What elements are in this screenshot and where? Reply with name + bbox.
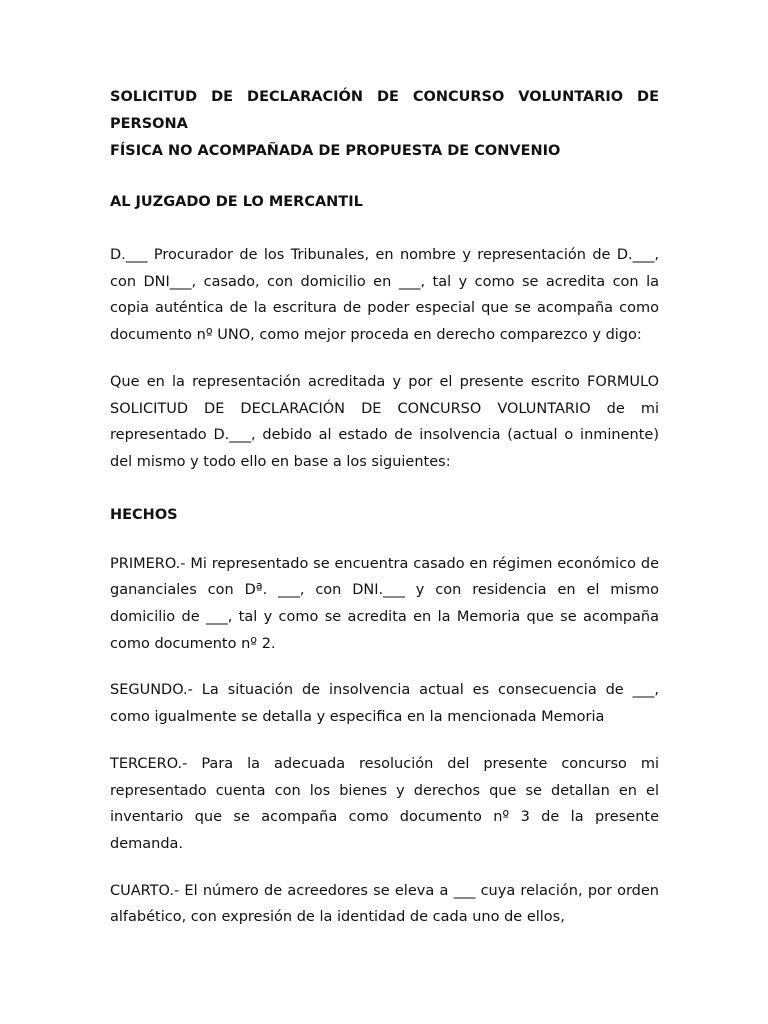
document-title-line-2: FÍSICA NO ACOMPAÑADA DE PROPUESTA DE CONVENIO — [110, 143, 561, 159]
fact-paragraph-tercero: TERCERO.- Para la adecuada resolución del presente concurso mi representado cuenta con los bienes y derechos que se detallan en el inventario que se acompaña como documento nº 3 de la presente demanda. — [110, 755, 659, 852]
fact-paragraph-cuarto: CUARTO.- El número de acreedores se eleva a ___ cuya relación, por orden alfabético, con expresión de la identidad de cada uno de ellos, — [110, 882, 659, 926]
intro-paragraph: D.___ Procurador de los Tribunales, en nombre y representación de D.___, con DNI___, casado, con domicilio en ___, tal y como se acredita con la copia auténtica de la escritura de poder especial que se acompaña como documento nº UNO, como mejor proceda en derecho comparezco y digo: — [110, 247, 659, 344]
fact-paragraph-primero: PRIMERO.- Mi representado se encuentra casado en régimen económico de gananciales con Dª. ___, con DNI.___ y con residencia en el mismo domicilio de ___, tal y como se acredita en la Memoria que se acompaña como documento nº 2. — [110, 555, 659, 652]
document-page — [110, 84, 659, 931]
document-title-line-1: SOLICITUD DE DECLARACIÓN DE CONCURSO VOLUNTARIO DE PERSONA — [110, 89, 659, 132]
fact-paragraph-segundo: SEGUNDO.- La situación de insolvencia actual es consecuencia de ___, como igualmente se detalla y especifica en la mencionada Memoria — [110, 682, 659, 726]
addressee-heading: AL JUZGADO DE LO MERCANTIL — [110, 194, 363, 210]
document-title — [110, 84, 659, 165]
request-paragraph: Que en la representación acreditada y por el presente escrito FORMULO SOLICITUD DE DECLARACIÓN DE CONCURSO VOLUNTARIO de mi representado D.___, debido al estado de insolvencia (actual o inminente) del mismo y todo ello en base a los siguientes: — [110, 373, 659, 470]
facts-heading: HECHOS — [110, 506, 178, 523]
